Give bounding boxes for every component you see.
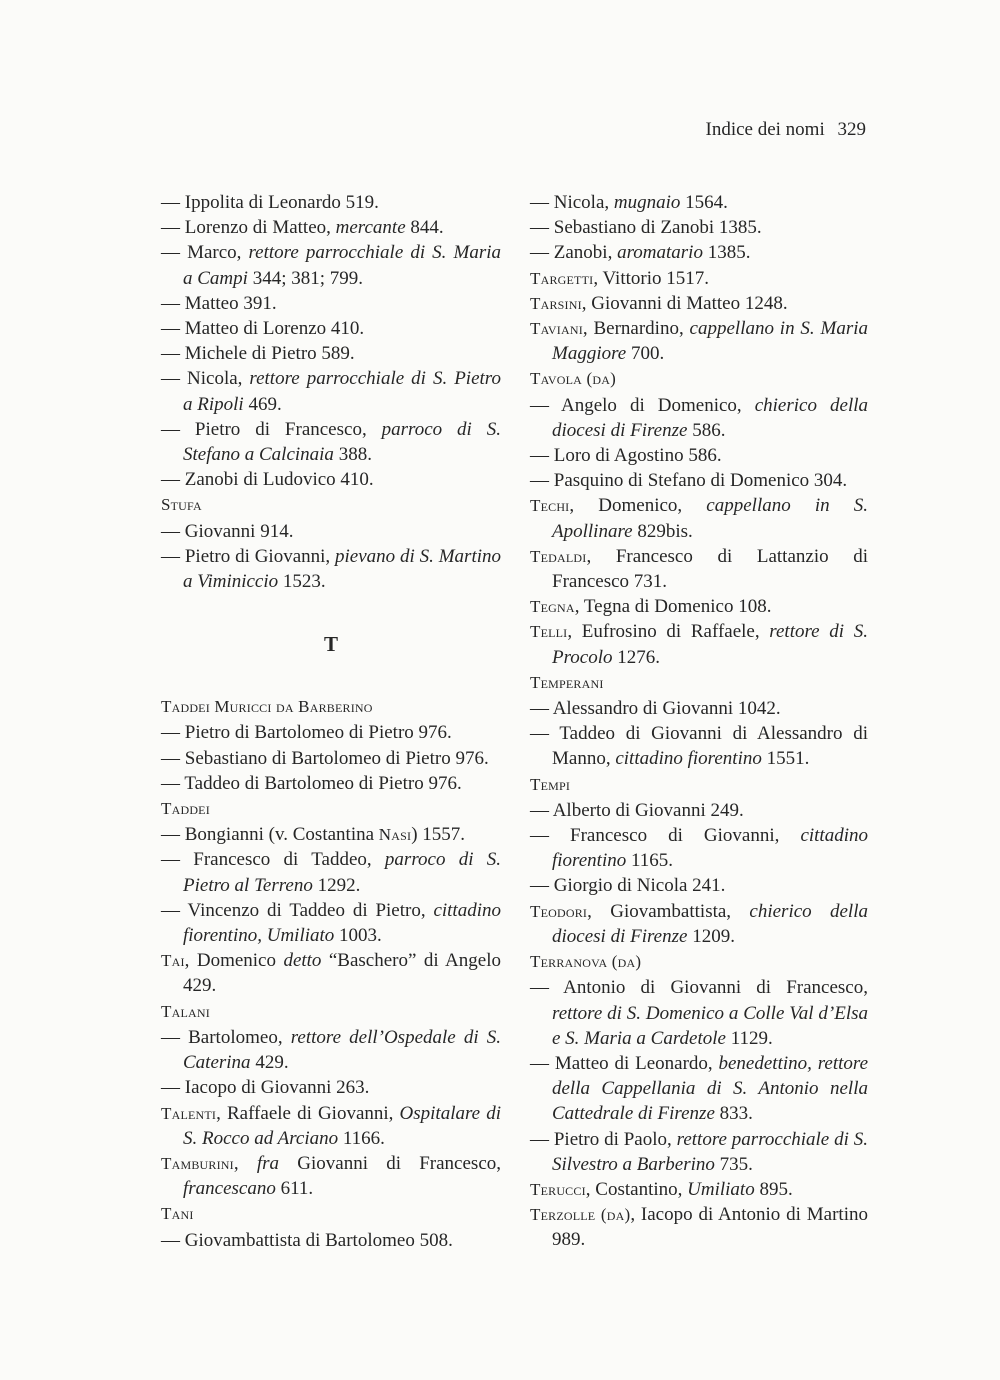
- entry-italic-text: detto: [283, 950, 322, 972]
- entry-text: — Vincenzo di Taddeo di Pietro,: [161, 899, 434, 921]
- entry-text: , Giovambattista,: [587, 900, 750, 922]
- entry-surname: Nasi: [378, 825, 412, 845]
- entry-surname: Tai: [161, 951, 185, 971]
- entry-text: — Bartolomeo,: [161, 1026, 291, 1048]
- index-entry: [530, 696, 868, 721]
- entry-text: 1276.: [612, 646, 661, 668]
- index-entry: [530, 899, 868, 949]
- index-entry: [161, 948, 501, 998]
- entry-surname: Talani: [161, 1001, 210, 1021]
- entry-italic-text: pievano di S. Martino a Viminiccio: [183, 545, 501, 593]
- entry-surname: Taviani: [530, 319, 583, 339]
- entry-surname: Tarsini: [530, 293, 582, 313]
- index-heading: [530, 772, 868, 798]
- index-entry: [530, 1127, 868, 1177]
- entry-text: , Bernardino,: [582, 318, 690, 340]
- index-heading: [530, 366, 868, 392]
- index-entry: [161, 544, 501, 594]
- entry-italic-text: mugnaio: [613, 192, 681, 213]
- entry-text: — Zanobi di Ludovico 410.: [161, 469, 374, 491]
- entry-text: 1564.: [680, 192, 728, 213]
- index-heading: [161, 1201, 501, 1227]
- index-entry: [530, 266, 868, 291]
- running-header: [0, 118, 866, 142]
- entry-text: 429.: [250, 1052, 289, 1074]
- entry-italic-text: rettore parrocchiale di S. Maria a Campi: [183, 242, 501, 289]
- entry-text: 1551.: [761, 748, 810, 770]
- entry-italic-text: cittadino fiorentino, Umiliato: [183, 899, 501, 947]
- entry-text: 586.: [687, 419, 726, 441]
- index-entry: [161, 366, 501, 416]
- index-entry: [161, 1075, 501, 1100]
- index-entry: [530, 468, 868, 493]
- entry-text: — Alessandro di Giovanni 1042.: [530, 698, 781, 720]
- entry-text: 833.: [714, 1103, 753, 1125]
- index-entry: [161, 341, 501, 366]
- header-title: Indice dei nomi: [705, 119, 825, 140]
- index-entry: [161, 1228, 501, 1253]
- entry-text: 1209.: [687, 925, 735, 947]
- entry-text: , Tegna di Domenico 108.: [574, 596, 772, 618]
- entry-text: , Raffaele di Giovanni,: [216, 1102, 400, 1124]
- entry-italic-text: benedettino, rettore della Cappellania di S. Antonio nella Cattedrale di Firenze: [552, 1052, 869, 1125]
- entry-text: , Domenico: [184, 950, 284, 972]
- entry-text: — Matteo di Lorenzo 410.: [161, 318, 365, 340]
- entry-text: 829bis.: [632, 520, 693, 542]
- entry-surname: Tedaldi: [530, 546, 587, 566]
- entry-italic-text: cittadino fiorentino: [552, 825, 868, 872]
- index-entry: [161, 519, 501, 544]
- entry-text: ) 1557.: [411, 824, 466, 846]
- index-entry: [161, 898, 501, 948]
- entry-surname: Teodori: [530, 901, 588, 921]
- entry-italic-text: Umiliato: [687, 1178, 755, 1200]
- index-entry: [161, 215, 501, 240]
- entry-text: , Iacopo di Antonio di Martino 989.: [552, 1204, 868, 1251]
- entry-text: — Giorgio di Nicola 241.: [530, 875, 726, 897]
- entry-text: — Alberto di Giovanni 249.: [530, 799, 744, 821]
- index-entry: [161, 847, 501, 897]
- entry-text: 1292.: [312, 874, 361, 896]
- entry-text: — Lorenzo di Matteo,: [161, 217, 336, 239]
- entry-italic-text: chierico della diocesi di Firenze: [552, 394, 868, 441]
- entry-italic-text: parroco di S. Stefano a Calcinaia: [183, 418, 502, 466]
- entry-text: — Zanobi,: [530, 242, 618, 264]
- index-heading: [161, 694, 501, 720]
- entry-text: — Sebastiano di Zanobi 1385.: [530, 217, 762, 239]
- entry-text: , Domenico,: [569, 495, 707, 517]
- entry-surname: Terzolle (da): [530, 1205, 631, 1225]
- index-entry: [530, 240, 868, 265]
- index-heading: [530, 949, 868, 975]
- entry-text: 344; 381; 799.: [247, 267, 363, 289]
- entry-italic-text: chierico della diocesi di Firenze: [552, 900, 868, 947]
- index-entry: [530, 291, 868, 316]
- entry-surname: Terranova (da): [530, 952, 642, 972]
- index-entry: [161, 190, 501, 215]
- index-entry: [530, 619, 868, 669]
- entry-text: — Ippolita di Leonardo 519.: [161, 192, 379, 213]
- index-entry: [161, 291, 501, 316]
- entry-surname: Taddei: [161, 799, 210, 819]
- entry-text: — Iacopo di Giovanni 263.: [161, 1077, 370, 1099]
- index-entry: [530, 393, 868, 443]
- index-entry: [161, 822, 501, 847]
- entry-text: — Bongianni (v. Costantina: [161, 824, 379, 846]
- entry-text: 1165.: [626, 850, 674, 872]
- entry-surname: Telli: [530, 622, 568, 642]
- entry-text: , Francesco di Lattanzio di Francesco 731.: [552, 545, 868, 593]
- entry-italic-text: rettore dell’Ospedale di S. Caterina: [183, 1026, 501, 1074]
- index-entry: [530, 1202, 868, 1252]
- index-entry: [530, 721, 868, 771]
- entry-text: — Sebastiano di Bartolomeo di Pietro 976.: [161, 747, 489, 769]
- entry-text: 1166.: [338, 1127, 385, 1149]
- entry-text: — Michele di Pietro 589.: [161, 343, 355, 365]
- entry-surname: Tavola (da): [530, 369, 616, 389]
- entry-text: ,: [233, 1152, 257, 1174]
- index-heading: [161, 796, 501, 822]
- index-entry: [161, 467, 501, 492]
- entry-text: 895.: [754, 1178, 793, 1200]
- entry-text: — Pietro di Bartolomeo di Pietro 976.: [161, 722, 452, 744]
- entry-text: “Baschero” di Angelo 429.: [183, 950, 501, 997]
- index-entry: [530, 975, 868, 1051]
- entry-text: — Loro di Agostino 586.: [530, 445, 722, 467]
- section-letter: T: [323, 632, 338, 657]
- entry-surname: Targetti: [530, 268, 594, 288]
- entry-surname: Taddei Muricci da Barberino: [161, 697, 373, 717]
- entry-text: — Taddeo di Giovanni di Alessandro di Manno,: [530, 723, 868, 770]
- entry-text: 1129.: [725, 1027, 773, 1049]
- entry-text: 1385.: [702, 242, 751, 264]
- index-column-left: [161, 190, 501, 1253]
- entry-text: — Matteo di Leonardo,: [530, 1052, 719, 1074]
- entry-text: — Francesco di Giovanni,: [530, 825, 801, 847]
- entry-text: 611.: [275, 1178, 314, 1200]
- entry-text: — Pietro di Francesco,: [161, 418, 382, 440]
- index-entry: [530, 215, 868, 240]
- index-entry: [530, 873, 868, 898]
- entry-italic-text: rettore di S. Domenico a Colle Val d’Elsa e S. Maria a Cardetole: [552, 1002, 868, 1049]
- index-entry: [530, 594, 868, 619]
- entry-italic-text: rettore di S. Procolo: [552, 621, 868, 668]
- entry-italic-text: francescano: [183, 1178, 276, 1200]
- entry-text: , Eufrosino di Raffaele,: [567, 621, 770, 643]
- entry-italic-text: rettore parrocchiale di S. Pietro a Ripoli: [183, 368, 501, 415]
- entry-surname: Tegna: [530, 597, 575, 617]
- entry-italic-text: cittadino fiorentino: [615, 748, 762, 770]
- entry-surname: Talenti: [161, 1103, 217, 1123]
- index-entry: [161, 240, 501, 290]
- entry-text: — Pietro di Paolo,: [530, 1128, 677, 1150]
- index-entry: [161, 771, 501, 796]
- entry-italic-text: cappellano in S. Apollinare: [552, 495, 868, 542]
- entry-italic-text: cappellano in S. Maria Maggiore: [552, 318, 868, 365]
- entry-text: — Giovambattista di Bartolomeo 508.: [161, 1229, 453, 1251]
- entry-surname: Terucci: [530, 1179, 586, 1199]
- entry-surname: Tempi: [530, 774, 571, 794]
- index-entry: [530, 1051, 868, 1127]
- index-entry: [161, 1101, 501, 1151]
- entry-surname: Stufa: [161, 495, 202, 515]
- entry-text: — Nicola,: [161, 368, 250, 390]
- entry-text: 1523.: [278, 571, 326, 593]
- index-entry: [530, 190, 868, 215]
- entry-text: Giovanni di Francesco,: [279, 1152, 501, 1174]
- entry-italic-text: mercante: [335, 217, 406, 239]
- entry-text: — Pietro di Giovanni,: [161, 545, 336, 567]
- entry-text: 1003.: [334, 925, 382, 947]
- index-entry: [530, 1177, 868, 1202]
- entry-text: — Taddeo di Bartolomeo di Pietro 976.: [161, 772, 462, 794]
- entry-italic-text: aromatario: [617, 242, 703, 264]
- index-entry: [161, 417, 501, 467]
- index-entry: [161, 1151, 501, 1201]
- index-entry: [161, 746, 501, 771]
- index-entry: [161, 316, 501, 341]
- entry-text: — Giovanni 914.: [161, 520, 294, 542]
- entry-text: , Costantino,: [585, 1178, 688, 1200]
- index-entry: [530, 493, 868, 543]
- entry-text: — Marco,: [161, 242, 249, 264]
- entry-text: 735.: [714, 1153, 753, 1175]
- entry-surname: Temperani: [530, 672, 604, 692]
- entry-italic-text: rettore parrocchiale di S. Silvestro a Barberino: [552, 1128, 868, 1175]
- entry-text: 844.: [405, 217, 444, 239]
- index-entry: [530, 798, 868, 823]
- entry-text: — Pasquino di Stefano di Domenico 304.: [530, 470, 848, 492]
- entry-text: , Giovanni di Matteo 1248.: [581, 292, 788, 314]
- index-entry: [530, 544, 868, 594]
- entry-text: — Matteo 391.: [161, 292, 277, 314]
- index-heading: [161, 492, 501, 518]
- index-entry: [530, 443, 868, 468]
- entry-text: — Francesco di Taddeo,: [161, 849, 385, 871]
- entry-text: — Nicola,: [530, 192, 614, 213]
- index-entry: [530, 823, 868, 873]
- page-number: 329: [837, 119, 866, 140]
- index-entry: [530, 316, 868, 366]
- index-entry: [161, 1025, 501, 1075]
- index-column-right: [530, 190, 868, 1253]
- entry-text: — Antonio di Giovanni di Francesco,: [530, 977, 868, 999]
- entry-italic-text: Ospitalare di S. Rocco ad Arciano: [183, 1102, 501, 1149]
- entry-italic-text: parroco di S. Pietro al Terreno: [183, 849, 501, 896]
- entry-surname: Tamburini: [161, 1153, 234, 1173]
- entry-text: 469.: [243, 393, 282, 415]
- entry-text: 388.: [333, 444, 372, 466]
- entry-surname: Techi: [530, 496, 570, 516]
- entry-italic-text: fra: [256, 1152, 280, 1174]
- entry-text: 700.: [626, 343, 665, 365]
- index-entry: [161, 720, 501, 745]
- index-heading: [530, 670, 868, 696]
- entry-text: — Angelo di Domenico,: [530, 394, 755, 416]
- index-heading: [161, 999, 501, 1025]
- entry-surname: Tani: [161, 1204, 194, 1224]
- entry-text: , Vittorio 1517.: [593, 267, 709, 289]
